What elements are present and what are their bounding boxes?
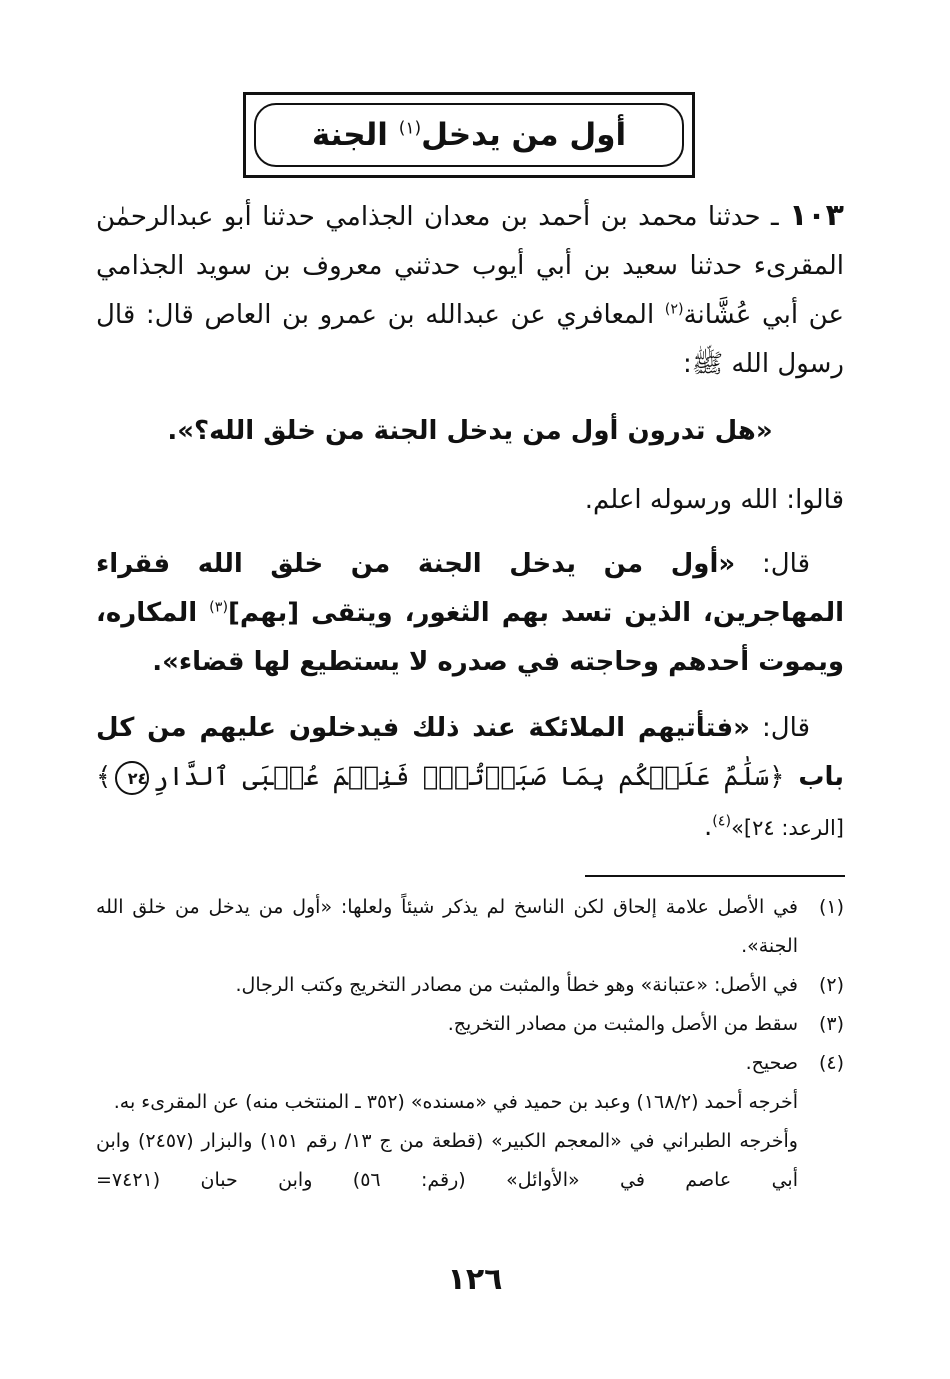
chapter-title-text: أول من يدخل	[421, 116, 627, 153]
footnote-ref-1: (١)	[398, 118, 422, 139]
hadith-question: «هل تدرون أول من يدخل الجنة من خلق الله؟».	[167, 416, 773, 446]
footnote-4	[96, 1044, 844, 1083]
footnote-4-paragraph-2: وأخرجه الطبراني في «المعجم الكبير» (قطعة من ج ١٣/ رقم ١٥١) والبزار (٢٤٥٧) وابن أبي عاصم في «الأوائل» (رقم: ٥٦) وابن حبان (٧٤٢١=	[96, 1130, 799, 1191]
footnote-divider	[585, 875, 845, 877]
footnote-ref-3: (٣)	[209, 599, 229, 616]
said-2-end: .	[703, 812, 713, 842]
footnote-ref-2: (٢)	[664, 301, 684, 318]
title-frame	[243, 92, 695, 178]
quran-reference: [الرعد: ٢٤]»	[731, 816, 844, 840]
companions-answer	[130, 476, 844, 525]
footnote-1-text: في الأصل علامة إلحاق لكن الناسخ لم يذكر شيئاً ولعلها: «أول من يدخل من خلق الله الجنة».	[96, 896, 798, 957]
footnote-2-number: (٢)	[818, 974, 844, 996]
footnote-2-text: في الأصل: «عتبانة» وهو خطأ والمثبت من مصادر التخريج وكتب الرجال.	[235, 974, 798, 996]
said-1-prefix: قال:	[735, 549, 810, 579]
said-2-prefix: قال:	[749, 713, 811, 743]
hadith-said-2	[96, 704, 844, 853]
footnote-1	[96, 888, 844, 966]
hadith-said-1	[96, 540, 844, 687]
ayah-number-mark: ٢٤	[115, 761, 149, 795]
answer-text: الله ورسوله اعلم.	[584, 485, 779, 515]
footnote-3-text: سقط من الأصل والمثبت من مصادر التخريج.	[447, 1013, 798, 1035]
said-1-text-b: المكاره، ويموت أحدهم وحاجته في صدره لا يستطيع لها قضاء».	[96, 598, 844, 677]
footnote-4-number: (٤)	[818, 1052, 844, 1074]
hadith-isnad	[96, 191, 844, 389]
footnotes-section	[96, 888, 844, 1200]
footnote-4-paragraph-1: أخرجه أحمد (١٦٨/٢) وعبد بن حميد في «مسنده» (٣٥٢ ـ المنتخب منه) عن المقرىء به.	[113, 1091, 798, 1113]
footnote-4-text: صحيح.	[745, 1052, 798, 1074]
said-1-text-a: «أول من يدخل الجنة من خلق الله فقراء المهاجرين، الذين تسد بهم الثغور، ويتقى [بهم]	[96, 549, 845, 628]
footnote-1-number: (١)	[818, 896, 844, 918]
isnad-text-1: ـ حدثنا محمد بن أحمد بن معدان الجذامي حدثنا أبو عبدالرحمٰن المقرىء حدثنا سعيد بن أبي أيوب حدثني معروف بن سويد الجذامي عن أبي عُشَّانة	[96, 202, 844, 330]
footnote-3-number: (٣)	[818, 1013, 844, 1035]
footnote-2	[96, 966, 844, 1005]
quran-close-bracket: ﴾	[96, 762, 112, 792]
title-inner-border	[254, 103, 684, 167]
isnad-text-2: المعافري عن عبدالله بن عمرو بن العاص قال: قال رسول الله ﷺ:	[96, 300, 844, 379]
hadith-number: ١٠٣	[789, 198, 844, 233]
footnote-ref-4: (٤)	[712, 813, 732, 830]
quran-verse: ﴿سَلَٰمٌ عَلَيۡكُم بِمَا صَبَرۡتُمۡۚ فَنِعۡمَ عُقۡبَى ٱلدَّارِ	[153, 762, 785, 792]
chapter-title	[311, 116, 627, 153]
answer-prefix: قالوا:	[778, 485, 844, 515]
page-number: ١٢٦	[447, 1262, 503, 1297]
chapter-title-text-end: الجنة	[311, 116, 399, 153]
said-2-text: «فتأتيهم الملائكة عند ذلك فيدخلون عليهم من كل باب	[96, 713, 844, 792]
footnote-3	[96, 1005, 844, 1044]
